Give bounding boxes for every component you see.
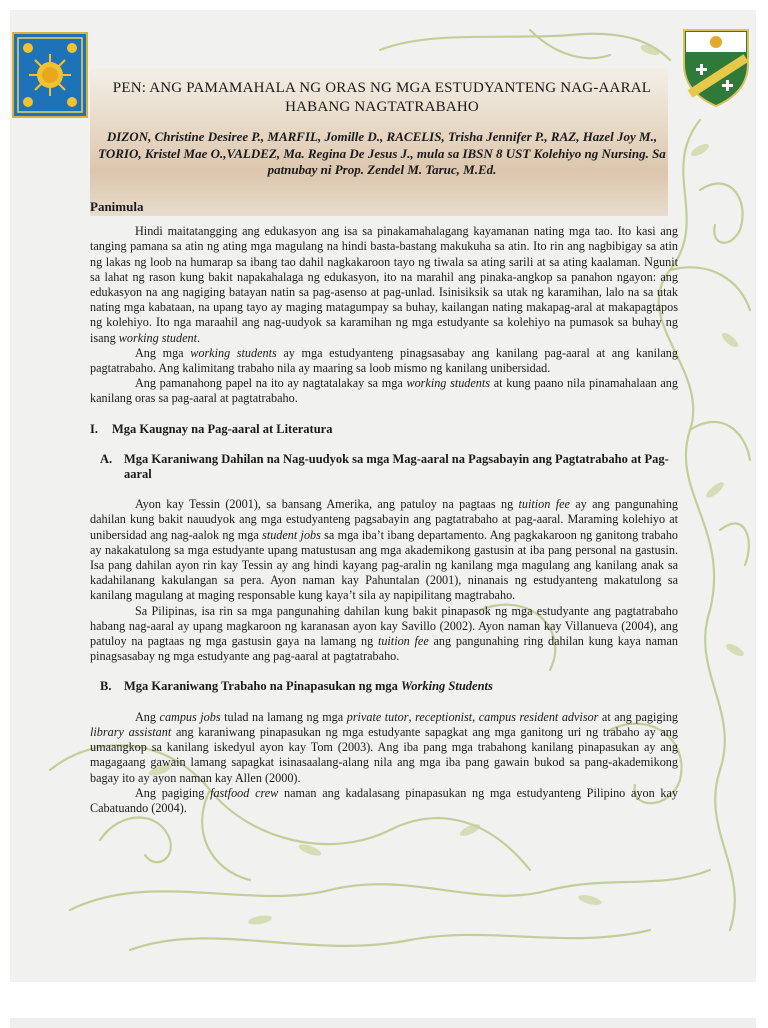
- text-run: at kung paano nila pinamahalaan ang kanilang oras sa pag-aaral at pagtatrabaho.: [90, 376, 678, 406]
- text-run-italic: working students: [190, 345, 277, 360]
- subsection-letter: B.: [100, 679, 112, 694]
- text-run-italic: fastfood crew: [210, 785, 279, 800]
- text-run-italic: working student: [118, 330, 197, 345]
- subsection-letter: A.: [100, 451, 113, 466]
- text-run: Hindi maitatangging ang edukasyon ang isa sa pinakamahalagang kayamanan nating mga tao. Ito kasi ang tanging pamana sa atin ng ating mga magulang na hindi basta-bastang makukuha sa atin. Ito rin ang nagbibigay sa atin ng lakas ng loob na humarap sa ibang tao dahil nagkakaroon tayo ng tiwala sa ating sarili at sa ating kaalaman. Ngunit sa lahat ng rason kung bakit napakahalaga ng edukasyon, ito na marahil ang pinaka-angkop sa panahon ngayon: ang edukasyon na ang nagiging batayan natin sa pag-asenso at pag-unlad. Isinisiksik sa utak ng karamihan, lalo na sa utak nating mga kabataan, na upang tayo ay maging matagumpay sa buhay, kailangan nating makapag-aral at makapagtapos ng kolehiyo. Ito nga maraahil ang nag-uudyok sa karamihan ng mga estudyante sa kolehiyo na pumasok sa buhay ng isang: [90, 224, 678, 345]
- intro-paragraph-3: [90, 376, 678, 406]
- page-title: PEN: ANG PAMAMAHALA NG ORAS NG MGA ESTUDYANTENG NAG-AARAL HABANG NAGTATRABAHO: [112, 80, 652, 115]
- next-page-edge: [10, 1018, 756, 1028]
- text-run: ang karaniwang pinapasukan ng mga estudyante sapagkat ang mga ganitong uri ng trabaho ay ang umaangkop sa kanilang iskedyul ayon kay Tom (2003). Ang iba pang mga trabahong kanilang pinapasukan ay ang magagaang gawain lamang sapagkat isinasaalang-alang nila ang mga iba pang gawain bukod sa pang-akademikong bagay ito ay ayon naman kay Allen (2000).: [90, 724, 678, 785]
- subsection-title: Mga Karaniwang Dahilan na Nag-uudyok sa mga Mag-aaral na Pagsabayin ang Pagtatrabaho at Pag-aaral: [124, 451, 669, 482]
- text-run-italic: library assistant: [90, 724, 172, 739]
- text-run: ay ang pangunahing dahilan kung bakit nauudyok ang mga estudyanteng pagsabayin ang pagtatrabaho at pag-aaral. Maraming kolehiyo at unibersidad ang nag-aalok ng mga: [90, 497, 679, 542]
- text-run-italic: student jobs: [262, 527, 321, 542]
- intro-paragraph-2: [90, 346, 678, 376]
- text-run-italic: receptionist: [415, 709, 473, 724]
- text-run: Mga Karaniwang Trabaho na Pinapasukan ng mga: [124, 679, 402, 694]
- text-run: Ang pagiging: [135, 785, 211, 800]
- text-run: at ang pagiging: [598, 709, 679, 724]
- document-body: [90, 199, 678, 816]
- text-run-italic: Working Students: [401, 679, 493, 694]
- text-run: Ayon kay Tessin (2001), sa bansang Amerika, ang patuloy na pagtaas ng: [135, 497, 519, 512]
- subsection-b-paragraph-1: [90, 710, 678, 786]
- section-1-heading: [90, 422, 678, 437]
- text-run: sa mga iba’t ibang departamento. Ang pagkakaroon ng ganitong trabaho ay nakakatulong sa mga estudyante upang matustusan ang mga akademikong gastusin at iba pang personal na gastusin. Isa pang dahilan ayon rin kay Tessin ay ang hindi kayang pag-aralin ng kanilang mga magulang ang kanilang anak sa kadahilanang kakulangan sa pera. Ayon naman kay Pahuntalan (2001), ninanais ng estudyanteng makatulong sa kanilang magulang at maging responsable kung kaya’t sila ay napipilitang magtrabaho.: [90, 527, 679, 603]
- subsection-a-paragraph-2: [90, 604, 678, 665]
- subsection-title: [124, 679, 493, 694]
- authors-line: DIZON, Christine Desiree P., MARFIL, Jomille D., RACELIS, Trisha Jennifer P., RAZ, Hazel Joy M., TORIO, Kristel Mae O.,VALDEZ, Ma. Regina De Jesus J., mula sa IBSN 8 UST Kolehiyo ng Nursing. Sa patnubay ni Prop. Zendel M. Taruc, M.Ed.: [98, 129, 666, 177]
- ust-seal-icon: [12, 32, 88, 118]
- intro-paragraph-1: [90, 224, 678, 346]
- section-number: I.: [90, 421, 98, 436]
- text-run-italic: tuition fee: [518, 497, 570, 512]
- intro-heading: Panimula: [90, 199, 144, 214]
- subsection-b-paragraph-2: [90, 786, 678, 816]
- text-run: Ang pamanahong papel na ito ay nagtatalakay sa mga: [135, 376, 407, 391]
- text-run-italic: tuition fee: [377, 634, 429, 649]
- text-run: ay mga estudyanteng pinagsasabay ang kanilang pag-aaral at ang kanilang pagtatrabaho. Ang kalimitang trabaho nila ay maaring sa loob mismo ng kanilang unibersidad.: [90, 345, 678, 376]
- text-run-italic: private tutor: [346, 709, 409, 724]
- section-title: Mga Kaugnay na Pag-aaral at Literatura: [112, 421, 333, 436]
- text-run-italic: campus jobs: [159, 709, 221, 724]
- subsection-b-heading: [90, 679, 678, 694]
- text-run: Sa Pilipinas, isa rin sa mga pangunahing dahilan kung bakit pinapasok ng mga estudyante ang pagtatrabaho habang nag-aaral ay upang magkaroon ng karanasan ayon kay Savillo (2002). Ayon naman kay Villanueva (2004), ang patuloy na pagtaas ng mga gastusin gaya na lamang ng: [90, 603, 678, 649]
- text-run: Ang mga: [135, 345, 191, 360]
- text-run: ,: [472, 709, 479, 724]
- text-run: ,: [408, 709, 416, 724]
- text-run-italic: working students: [406, 376, 491, 391]
- text-run: Ang: [135, 709, 160, 724]
- text-run: .: [196, 330, 201, 345]
- subsection-a-paragraph-1: [90, 497, 678, 603]
- text-run: tulad na lamang ng mga: [220, 709, 347, 724]
- text-run: naman ang kadalasang pinapasukan ng mga estudyanteng Pilipino ayon kay Cabatuando (2004).: [90, 785, 678, 815]
- nursing-shield-icon: [676, 22, 756, 108]
- text-run-italic: campus resident advisor: [478, 709, 599, 724]
- subsection-a-heading: [90, 452, 678, 482]
- document-page: [10, 10, 756, 982]
- text-run: ang pangunahing ring dahilan kung kaya naman pinagsasabay ng mga estudyante ang pag-aaral at pagtatrabaho.: [90, 634, 678, 664]
